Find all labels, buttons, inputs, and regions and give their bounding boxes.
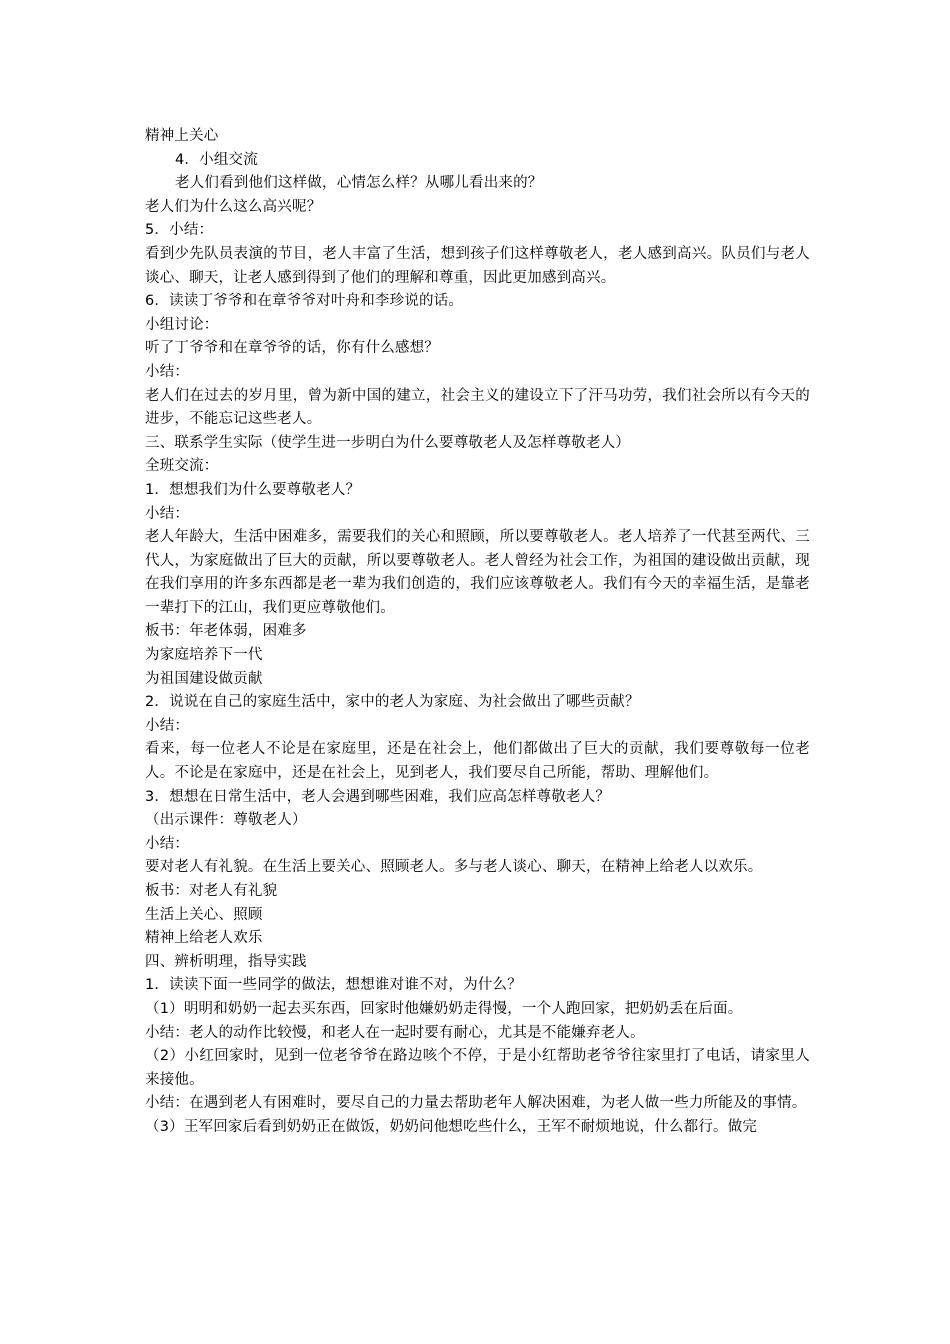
paragraph: 老人年龄大，生活中困难多，需要我们的关心和照顾，所以要尊敬老人。老人培养了一代甚至两代、三代人，为家庭做出了巨大的贡献，所以要尊敬老人。老人曾经为社会工作，为祖国的建设做出贡献，现在我们享用的许多东西都是老一辈为我们创造的，我们应该尊敬老人。我们有今天的幸福生活，是靠老一辈打下的江山，我们更应尊敬他们。: [145, 529, 810, 616]
section-heading: 3．想想在日常生活中，老人会遇到哪些困难，我们应高怎样尊敬老人？: [145, 788, 611, 805]
paragraph: （3）王军回家后看到奶奶正在做饭，奶奶问他想吃些什么，王军不耐烦地说，什么都行。做完: [145, 1118, 758, 1135]
text-line: 全班交流：: [145, 458, 219, 475]
section-heading: 5．小结：: [145, 222, 214, 239]
text-line: 小组讨论：: [145, 316, 219, 333]
text-line: 小结：: [145, 717, 190, 734]
section-heading: 1．读读下面一些同学的做法，想想谁对谁不对，为什么？: [145, 977, 522, 994]
text-line: （出示课件：尊敬老人）: [145, 812, 307, 829]
section-heading: 四、辨析明理，指导实践: [145, 953, 307, 970]
text-line: 小结：: [145, 835, 190, 852]
text-line: 老人们为什么这么高兴呢？: [145, 198, 322, 215]
paragraph: 看到少先队员表演的节目，老人丰富了生活，想到孩子们这样尊敬老人，老人感到高兴。队员们与老人谈心、聊天，让老人感到得到了他们的理解和尊重，因此更加感到高兴。: [145, 245, 810, 286]
paragraph: 要对老人有礼貌。在生活上要关心、照顾老人。多与老人谈心、聊天，在精神上给老人以欢乐。: [145, 859, 763, 876]
text-line: 为祖国建设做贡献: [145, 670, 263, 687]
text-line: 板书：对老人有礼貌: [145, 883, 278, 899]
text-line: 老人们看到他们这样做，心情怎么样？从哪儿看出来的？: [175, 175, 543, 192]
text-line: 小结：: [145, 505, 190, 522]
text-line: 为家庭培养下一代: [145, 647, 263, 664]
text-line: 听了丁爷爷和在章爷爷的话，你有什么感想？: [145, 340, 439, 357]
paragraph: 小结：在遇到老人有困难时，要尽自己的力量去帮助老年人解决困难，为老人做一些力所能及的事情。: [145, 1095, 807, 1112]
section-heading: 2．说说在自己的家庭生活中，家中的老人为家庭、为社会做出了哪些贡献？: [145, 694, 640, 711]
section-heading: 6．读读丁爷爷和在章爷爷对叶舟和李珍说的话。: [145, 293, 464, 310]
text-line: 小结：: [145, 363, 190, 380]
section-heading: 1．想想我们为什么要尊敬老人？: [145, 481, 361, 498]
section-heading: 4．小组交流: [175, 151, 258, 168]
text-line: 精神上给老人欢乐: [145, 930, 263, 947]
text-line: 精神上关心: [145, 128, 219, 144]
paragraph: （2）小红回家时，见到一位老爷爷在路边咳个不停，于是小红帮助老爷爷往家里打了电话，请家里人来接他。: [145, 1048, 810, 1088]
text-line: 生活上关心、照顾: [145, 906, 263, 923]
document-body: [145, 125, 810, 1140]
text-line: 小结：老人的动作比较慢，和老人在一起时要有耐心，尤其是不能嫌弃老人。: [145, 1024, 645, 1041]
text-line: 板书：年老体弱，困难多: [145, 623, 307, 640]
paragraph: （1）明明和奶奶一起去买东西，回家时他嫌奶奶走得慢，一个人跑回家，把奶奶丢在后面。: [145, 1000, 743, 1017]
paragraph: 看来，每一位老人不论是在家庭里，还是在社会上，他们都做出了巨大的贡献，我们要尊敬每一位老人。不论是在家庭中，还是在社会上，见到老人，我们要尽自己所能，帮助、理解他们。: [145, 741, 810, 782]
section-heading: 三、联系学生实际（使学生进一步明白为什么要尊敬老人及怎样尊敬老人）: [145, 434, 631, 451]
paragraph: 老人们在过去的岁月里，曾为新中国的建立，社会主义的建设立下了汗马功劳，我们社会所以有今天的进步，不能忘记这些老人。: [145, 387, 810, 428]
